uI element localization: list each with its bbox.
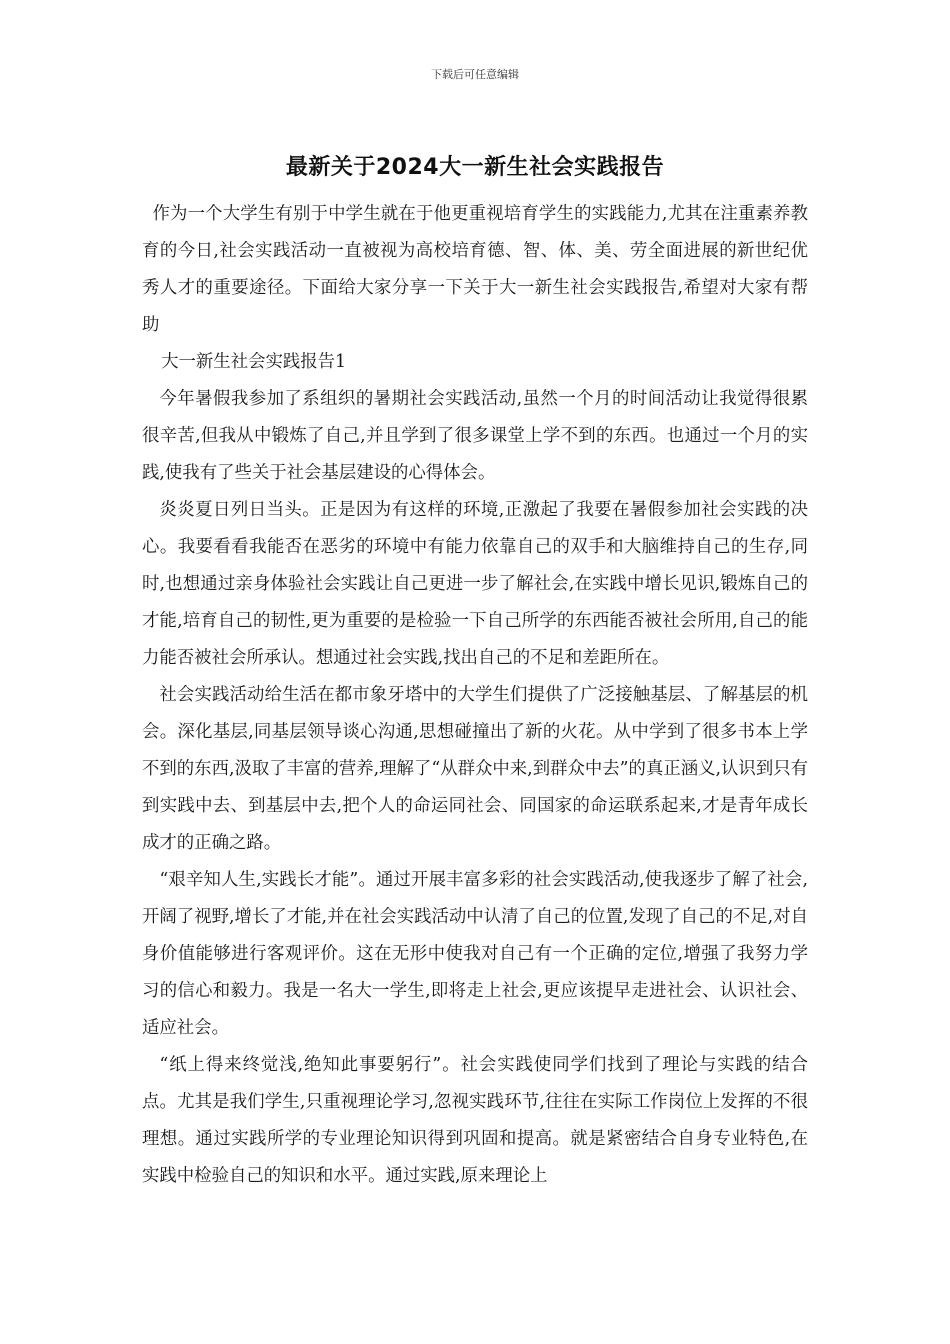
document-title: 最新关于2024大一新生社会实践报告: [285, 155, 665, 180]
paragraph: 今年暑假我参加了系组织的暑期社会实践活动,虽然一个月的时间活动让我觉得很累很辛苦,但我从中锻炼了自己,并且学到了很多课堂上学不到的东西。也通过一个月的实践,使我有了些关于社会基层建设的心得体会。: [142, 389, 808, 483]
paragraph: “纸上得来终觉浅,绝知此事要躬行”。社会实践使同学们找到了理论与实践的结合点。尤其是我们学生,只重视理论学习,忽视实践环节,往往在实际工作岗位上发挥的不很理想。通过实践所学的专业理论知识得到巩固和提高。就是紧密结合自身专业特色,在实践中检验自己的知识和水平。通过实践,原来理论上: [142, 1055, 808, 1186]
paragraph-intro: 作为一个大学生有别于中学生就在于他更重视培育学生的实践能力,尤其在注重素养教育的今日,社会实践活动一直被视为高校培育德、智、体、美、劳全面进展的新世纪优秀人才的重要途径。下面给大家分享一下关于大一新生社会实践报告,希望对大家有帮助: [142, 204, 808, 335]
section-heading: 大一新生社会实践报告1: [161, 352, 347, 372]
paragraph: 社会实践活动给生活在都市象牙塔中的大学生们提供了广泛接触基层、了解基层的机会。深化基层,同基层领导谈心沟通,思想碰撞出了新的火花。从中学到了很多书本上学不到的东西,汲取了丰富的营养,理解了“从群众中来,到群众中去”的真正涵义,认识到只有到实践中去、到基层中去,把个人的命运同社会、同国家的命运联系起来,才是青年成长成才的正确之路。: [142, 685, 808, 853]
document-body: [142, 196, 808, 1195]
paragraph: 炎炎夏日列日当头。正是因为有这样的环境,正激起了我要在暑假参加社会实践的决心。我要看看我能否在恶劣的环境中有能力依靠自己的双手和大脑维持自己的生存,同时,也想通过亲身体验社会实践让自己更进一步了解社会,在实践中增长见识,锻炼自己的才能,培育自己的韧性,更为重要的是检验一下自己所学的东西能否被社会所用,自己的能力能否被社会所承认。想通过社会实践,找出自己的不足和差距所在。: [142, 500, 808, 668]
header-note: 下载后可任意编辑: [431, 68, 519, 81]
paragraph: “艰辛知人生,实践长才能”。通过开展丰富多彩的社会实践活动,使我逐步了解了社会,开阔了视野,增长了才能,并在社会实践活动中认清了自己的位置,发现了自己的不足,对自身价值能够进行客观评价。这在无形中使我对自己有一个正确的定位,增强了我努力学习的信心和毅力。我是一名大一学生,即将走上社会,更应该提早走进社会、认识社会、适应社会。: [142, 870, 808, 1038]
